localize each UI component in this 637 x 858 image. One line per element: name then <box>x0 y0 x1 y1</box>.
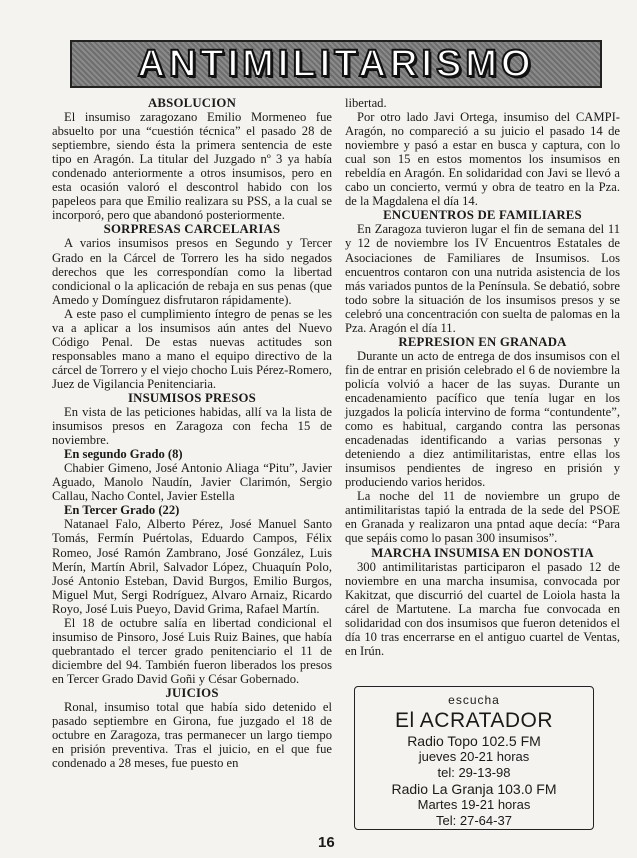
radio-ad-box <box>354 686 594 830</box>
heading-insumisos-presos: INSUMISOS PRESOS <box>127 390 256 405</box>
left-column <box>52 96 332 770</box>
heading-absolucion: ABSOLUCION <box>147 96 237 110</box>
section-banner <box>70 40 602 88</box>
subheading-tercer-grado: En Tercer Grado (22) <box>64 503 180 518</box>
ad-tel-2: Tel: 27-64-37 <box>436 813 512 828</box>
ad-tel-1: tel: 29-13-98 <box>437 765 511 780</box>
paragraph: Ronal, insumiso total que había sido detenido el pasado septiembre en Girona, fue juzgado el 18 de octubre en Zaragoza, tras permanecer un largo tiempo en prisión preventiva. Tras el juicio, en el que fue condenado a 28 meses, fue puesto en <box>52 700 332 771</box>
heading-marcha-donostia: MARCHA INSUMISA EN DONOSTIA <box>371 545 594 560</box>
section-title: ANTIMILITARISMO <box>137 42 535 85</box>
ad-radio-2: Radio La Granja 103.0 FM <box>391 781 557 797</box>
paragraph: El insumiso zaragozano Emilio Mormeneo fue absuelto por una “cuestión técnica” el pasado 28 de septiembre, siendo ésta la primera sentencia de este tipo en Aragón. La titular del Juzgado nº 3 ya había condenado anteriormente a otros insumisos, pero en esta ocasión valoró el descontrol habido con los papeleos para que Emilio realizara su PSS, a la cual se incorporó, pero que abandonó posteriormente. <box>52 110 332 223</box>
ad-station-name: El ACRATADOR <box>394 709 554 732</box>
page-number: 16 <box>318 834 335 851</box>
paragraph: En vista de las peticiones habidas, allí va la lista de insumisos presos en Zaragoza con fecha 15 de noviembre. <box>52 405 332 448</box>
heading-sorpresas-carcelarias: SORPRESAS CARCELARIAS <box>103 222 281 237</box>
subheading-segundo-grado: En segundo Grado (8) <box>64 447 183 462</box>
heading-juicios: JUICIOS <box>165 685 219 700</box>
paragraph: Durante un acto de entrega de dos insumisos con el fin de entrar en prisión celebrado el 6 de noviembre la policía volvió a hacer de las suyas. Durante un encadenamiento pacífico que tenía lugar en los juzgados la policía intervino de forma “contundente”, como es habitual, cargando contra las personas encadenadas identificando a varias personas y deteniendo a diez antimilitaristas, entre ellas los insumisos pendientes de ingreso en prisión y produciendo varios heridos. <box>345 348 620 490</box>
name-list: Chabier Gimeno, José Antonio Aliaga “Pitu”, Javier Aguado, Manolo Naudín, Javier Clarimón, Sergio Callau, Nacho Contel, Javier Estella <box>52 461 332 504</box>
paragraph: 300 antimilitaristas participaron el pasado 12 de noviembre en una marcha insumisa, convocada por Kakitzat, que discurrió del cuartel de Loiola hasta la cárel de Martutene. La marcha fue convocada en solidaridad con dos insumisos que fueron detenidos el día 10 tras encerrarse en el antiguo cuartel de Ventas, en Irún. <box>345 559 620 658</box>
paragraph: La noche del 11 de noviembre un grupo de antimilitaristas tapió la entrada de la sede del PSOE en Granada y realizaron una pntad aque decía: “Para que sepáis como lo pasan 300 insumisos”. <box>345 489 620 546</box>
ad-escucha: escucha <box>448 693 500 707</box>
name-list: Natanael Falo, Alberto Pérez, José Manuel Santo Tomás, Fermín Puértolas, Eduardo Campos, Félix Romeo, José Ramón Zambrano, José González, Luis Merín, Martín Abril, Salvador López, Chuaquín Polo, José Antonio Esteban, David Burgos, Emilio Burgos, Miguel Mut, Sergi Rodríguez, Alvaro Arnaiz, Ricardo Royo, José Luis Pueyo, David Grima, Rafael Martín. <box>52 517 332 616</box>
heading-represion-granada: REPRESION EN GRANADA <box>398 334 567 349</box>
paragraph: A varios insumisos presos en Segundo y Tercer Grado en la Cárcel de Torrero les ha sido negados derechos que les correspondían como la libertad condicional o la aplicación de rebaja en sus penas (que Amedo y Domínguez disfrutaron rápidamente). <box>52 236 332 307</box>
paragraph: Por otro lado Javi Ortega, insumiso del CAMPI-Aragón, no compareció a su juicio el pasado 14 de noviembre y pasó a estar en busca y captura, con lo cual son 15 en estos momentos los insumisos en rebeldía en Aragón. En solidaridad con Javi se llevó a cabo un concierto, vermú y obra de teatro en la Pza. de la Magdalena el día 14. <box>345 110 620 209</box>
right-column <box>345 96 620 658</box>
paragraph: En Zaragoza tuvieron lugar el fin de semana del 11 y 12 de noviembre los IV Encuentros Estatales de Asociaciones de Familiares de Insumisos. Los encuentros contaron con una nutrida asistencia de los más variados puntos de la Península. Se debatió, sobre todo sobre la situación de los insumisos presos y se celebró una concentración con suelta de palomas en la Pza. Aragón el día 11. <box>345 222 620 335</box>
ad-radio-1: Radio Topo 102.5 FM <box>407 733 541 749</box>
ad-time-2: Martes 19-21 horas <box>417 797 531 812</box>
paragraph-continued: libertad. <box>345 96 387 110</box>
paragraph: El 18 de octubre salía en libertad condicional el insumiso de Pinsoro, José Luis Ruiz Baines, que había quebrantado el tercer grado penitenciario el 11 de diciembre del 94. También fueron liberados los presos en Tercer Grado David Goñi y César Gobernado. <box>52 615 332 686</box>
ad-time-1: jueves 20-21 horas <box>418 749 530 764</box>
heading-encuentros-familiares: ENCUENTROS DE FAMILIARES <box>383 208 582 223</box>
paragraph: A este paso el cumplimiento íntegro de penas se les va a aplicar a los insumisos aún antes del Nuevo Código Penal. De estas nuevas actitudes son responsables mano a mano el equipo directivo de la cárcel de Torrero y el viejo chocho Luis Pérez-Romero, Juez de Vigilancia Penitenciaria. <box>52 306 332 391</box>
